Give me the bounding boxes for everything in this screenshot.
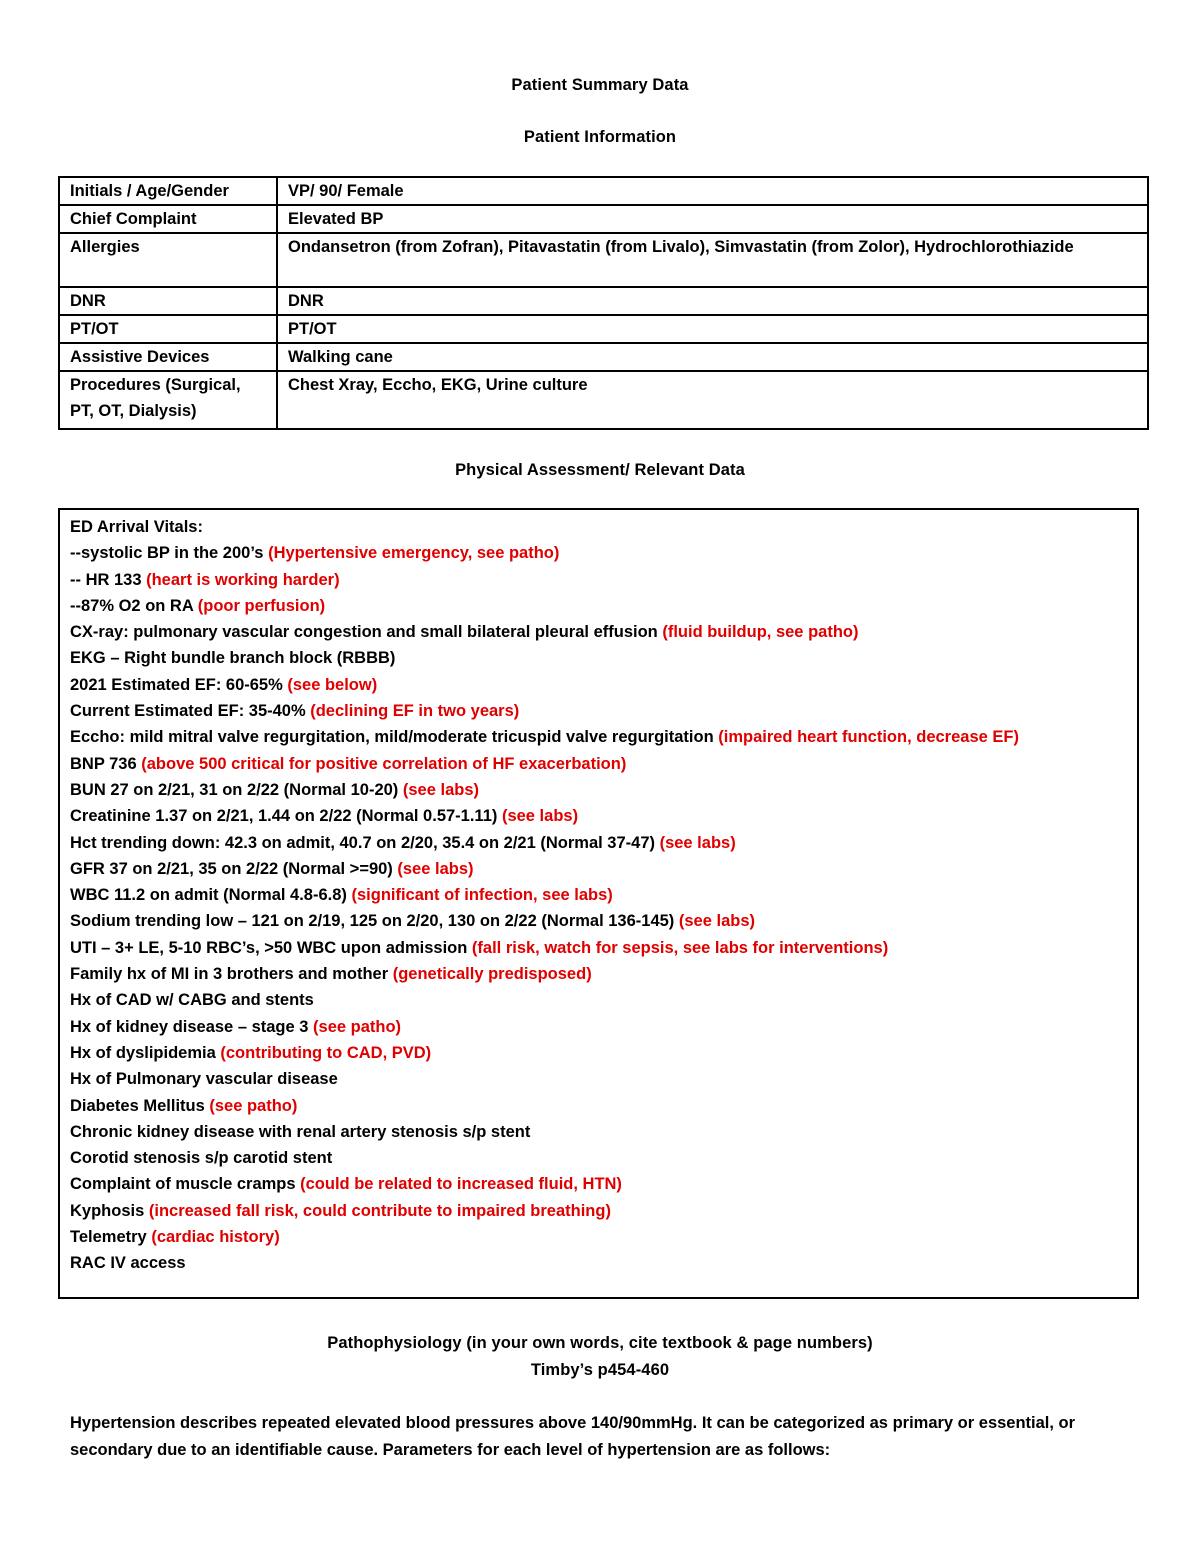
finding-text: Telemetry <box>70 1228 152 1247</box>
assessment-line <box>70 1198 1137 1224</box>
assessment-line <box>70 961 1137 987</box>
row-value: Ondansetron (from Zofran), Pitavastatin (from Livalo), Simvastatin (from Zolor), Hydrochlorothiazide <box>277 233 1148 287</box>
row-value: VP/ 90/ Female <box>277 177 1148 205</box>
assessment-line <box>70 724 1137 750</box>
assessment-line <box>70 803 1137 829</box>
assessment-line <box>70 1250 1137 1276</box>
row-label: PT/OT <box>59 315 277 343</box>
finding-annotation: (fall risk, watch for sepsis, see labs for interventions) <box>471 938 889 957</box>
finding-annotation: (cardiac history) <box>151 1228 280 1247</box>
finding-annotation: (impaired heart function, decrease EF) <box>718 728 1019 747</box>
finding-text: --systolic BP in the 200’s <box>70 544 269 563</box>
assessment-line <box>70 777 1137 803</box>
patient-info-heading: Patient Information <box>523 128 677 146</box>
finding-annotation: (see patho) <box>313 1017 402 1036</box>
finding-text: Chronic kidney disease with renal artery stenosis s/p stent <box>70 1122 531 1141</box>
finding-text: EKG – Right bundle branch block (RBBB) <box>70 649 396 668</box>
assessment-line <box>70 593 1137 619</box>
finding-annotation: (see below) <box>287 675 378 694</box>
finding-text: BUN 27 on 2/21, 31 on 2/22 (Normal 10-20) <box>70 780 403 799</box>
finding-text: Family hx of MI in 3 brothers and mother <box>70 965 393 984</box>
assessment-line <box>70 672 1137 698</box>
finding-annotation: (see patho) <box>209 1096 298 1115</box>
finding-annotation: (could be related to increased fluid, HTN) <box>300 1175 622 1194</box>
assessment-line <box>70 1066 1137 1092</box>
assessment-line <box>70 908 1137 934</box>
physical-assessment-heading: Physical Assessment/ Relevant Data <box>455 461 745 479</box>
finding-annotation: (heart is working harder) <box>146 570 340 589</box>
finding-text: Sodium trending low – 121 on 2/19, 125 on 2/20, 130 on 2/22 (Normal 136-145) <box>70 912 679 931</box>
finding-text: Corotid stenosis s/p carotid stent <box>70 1149 333 1168</box>
row-label: Chief Complaint <box>59 205 277 233</box>
assessment-line <box>70 882 1137 908</box>
finding-annotation: (see labs) <box>659 833 736 852</box>
patient-info-table <box>58 176 1149 430</box>
finding-text: WBC 11.2 on admit (Normal 4.8-6.8) <box>70 886 352 905</box>
finding-annotation: (significant of infection, see labs) <box>351 886 613 905</box>
row-label: DNR <box>59 287 277 315</box>
pathophysiology-paragraph: Hypertension describes repeated elevated blood pressures above 140/90mmHg. It can be categorized as primary or essential, or secondary due to an identifiable cause. Parameters for each level of hypertension are as follows: <box>70 1414 1076 1459</box>
finding-annotation: (declining EF in two years) <box>310 702 520 721</box>
assessment-line <box>70 1119 1137 1145</box>
assessment-line <box>70 830 1137 856</box>
assessment-line <box>70 698 1137 724</box>
assessment-line <box>70 645 1137 671</box>
row-label: Procedures (Surgical, PT, OT, Dialysis) <box>59 371 277 429</box>
finding-text: ED Arrival Vitals: <box>70 518 203 536</box>
table-row <box>59 371 1148 429</box>
finding-text: Eccho: mild mitral valve regurgitation, mild/moderate tricuspid valve regurgitation <box>70 728 719 747</box>
finding-text: Current Estimated EF: 35-40% <box>70 702 311 721</box>
finding-text: Hx of kidney disease – stage 3 <box>70 1017 314 1036</box>
document-title: Patient Summary Data <box>511 76 689 94</box>
assessment-line <box>70 856 1137 882</box>
finding-annotation: (see labs) <box>402 780 480 799</box>
assessment-line <box>70 1014 1137 1040</box>
finding-text: RAC IV access <box>70 1254 186 1273</box>
table-row <box>59 205 1148 233</box>
table-row <box>59 233 1148 287</box>
finding-annotation: (see labs) <box>397 859 474 878</box>
pathophysiology-heading: Pathophysiology (in your own words, cite textbook & page numbers) <box>327 1334 873 1352</box>
assessment-line <box>70 1093 1137 1119</box>
row-value: Chest Xray, Eccho, EKG, Urine culture <box>277 371 1148 429</box>
assessment-line <box>70 514 1137 540</box>
table-row <box>59 343 1148 371</box>
table-row <box>59 287 1148 315</box>
finding-text: 2021 Estimated EF: 60-65% <box>70 675 288 694</box>
finding-annotation: (poor perfusion) <box>197 596 326 615</box>
assessment-line <box>70 1224 1137 1250</box>
finding-text: BNP 736 <box>70 754 142 773</box>
row-value: Walking cane <box>277 343 1148 371</box>
row-label: Initials / Age/Gender <box>59 177 277 205</box>
finding-text: Hx of dyslipidemia <box>70 1043 221 1062</box>
finding-text: Hct trending down: 42.3 on admit, 40.7 on 2/20, 35.4 on 2/21 (Normal 37-47) <box>70 833 660 852</box>
assessment-line <box>70 987 1137 1013</box>
row-value: Elevated BP <box>277 205 1148 233</box>
finding-text: Hx of Pulmonary vascular disease <box>70 1070 338 1089</box>
finding-text: Kyphosis <box>70 1201 149 1220</box>
table-row <box>59 177 1148 205</box>
textbook-reference: Timby’s p454-460 <box>530 1361 670 1379</box>
assessment-box <box>58 508 1139 1299</box>
finding-text: Creatinine 1.37 on 2/21, 1.44 on 2/22 (Normal 0.57-1.11) <box>70 807 502 826</box>
finding-text: Complaint of muscle cramps <box>70 1175 301 1194</box>
row-value: PT/OT <box>277 315 1148 343</box>
row-value: DNR <box>277 287 1148 315</box>
finding-text: UTI – 3+ LE, 5-10 RBC’s, >50 WBC upon admission <box>70 938 472 957</box>
assessment-line <box>70 540 1137 566</box>
finding-annotation: (genetically predisposed) <box>392 965 592 984</box>
finding-annotation: (see labs) <box>501 807 579 826</box>
finding-text: -- HR 133 <box>70 570 147 589</box>
finding-text: Diabetes Mellitus <box>70 1096 210 1115</box>
assessment-line <box>70 1040 1137 1066</box>
finding-annotation: (contributing to CAD, PVD) <box>220 1043 432 1062</box>
assessment-line <box>70 1171 1137 1197</box>
finding-text: GFR 37 on 2/21, 35 on 2/22 (Normal >=90) <box>70 859 398 878</box>
row-label: Allergies <box>59 233 277 287</box>
finding-annotation: (fluid buildup, see patho) <box>662 623 859 642</box>
finding-annotation: (above 500 critical for positive correlation of HF exacerbation) <box>141 754 627 773</box>
assessment-line <box>70 751 1137 777</box>
table-row <box>59 315 1148 343</box>
finding-text: --87% O2 on RA <box>70 596 198 615</box>
finding-annotation: (increased fall risk, could contribute to impaired breathing) <box>148 1201 611 1220</box>
assessment-line <box>70 567 1137 593</box>
assessment-line <box>70 619 1137 645</box>
finding-annotation: (see labs) <box>678 912 756 931</box>
finding-annotation: (Hypertensive emergency, see patho) <box>268 544 560 563</box>
finding-text: CX-ray: pulmonary vascular congestion and small bilateral pleural effusion <box>70 623 663 642</box>
finding-text: Hx of CAD w/ CABG and stents <box>70 991 314 1010</box>
assessment-line <box>70 935 1137 961</box>
row-label: Assistive Devices <box>59 343 277 371</box>
assessment-line <box>70 1145 1137 1171</box>
